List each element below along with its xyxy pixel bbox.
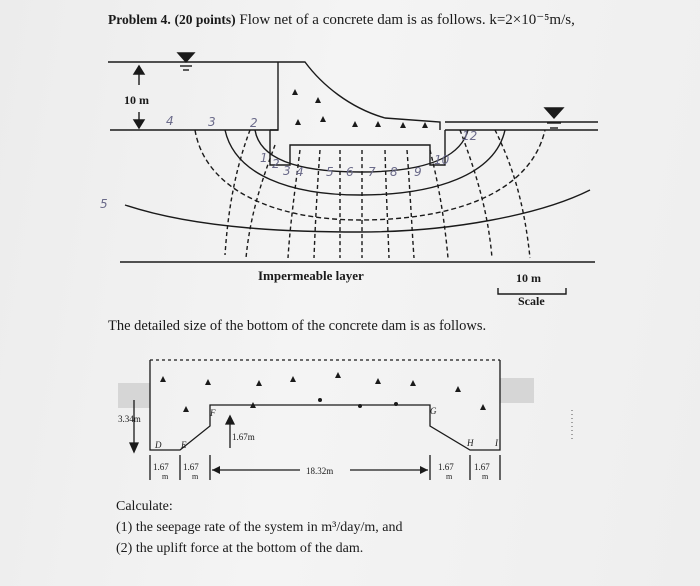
dam-base-outline [150, 360, 500, 450]
handwritten-drop: 10 [434, 153, 450, 167]
handwritten-drop: 12 [462, 129, 478, 143]
handwritten-drop: 5 [326, 165, 334, 179]
dim-left-1: 1.67 [153, 462, 169, 472]
point-h: H [467, 438, 474, 448]
point-d: D [155, 440, 162, 450]
step-label: 1.67m [232, 432, 255, 442]
detail-caption: The detailed size of the bottom of the concrete dam is as follows. [108, 318, 487, 334]
concrete-aggregate-icon [205, 379, 211, 385]
concrete-aggregate-icon [290, 376, 296, 382]
dim-right-2: 1.67 [474, 462, 490, 472]
dim-left-1-unit: m [162, 472, 169, 481]
concrete-aggregate-icon [358, 404, 362, 408]
handwritten-drop: 1 [260, 151, 268, 165]
arrow-down-icon [130, 443, 138, 452]
handwritten-drop: 7 [368, 165, 376, 179]
handwritten-drop: 3 [208, 115, 216, 129]
concrete-aggregate-icon [160, 376, 166, 382]
calculate-section [116, 496, 402, 559]
concrete-aggregate-icon [256, 380, 262, 386]
concrete-aggregate-icon [318, 398, 322, 402]
scale-value: 10 m [516, 271, 541, 285]
dim-left-2: 1.67 [183, 462, 199, 472]
point-e: E [181, 440, 187, 450]
arrow-right-icon [420, 466, 428, 474]
height-label: 10 m [124, 93, 149, 107]
dim-right-1-unit: m [446, 472, 453, 481]
concrete-aggregate-icon [410, 380, 416, 386]
handwritten-drop: 2 [250, 116, 258, 130]
concrete-aggregate-icon [183, 406, 189, 412]
impermeable-layer-label: Impermeable layer [258, 268, 364, 283]
calculate-item-2: (2) the uplift force at the bottom of the dam. [116, 541, 364, 556]
handwritten-nf: 5 [100, 197, 108, 211]
problem-points: (20 points) [174, 12, 236, 27]
center-dim-label: 18.32m [306, 466, 334, 476]
handwritten-drop: 4 [166, 114, 174, 128]
concrete-aggregate-icon [335, 372, 341, 378]
calculate-item-1: (1) the seepage rate of the system in m³/day/m, and [116, 520, 403, 535]
problem-number: Problem 4. [108, 12, 171, 27]
point-g: G [430, 406, 437, 416]
handwritten-drop: 4 [296, 165, 304, 179]
concrete-aggregate-icon [375, 378, 381, 384]
concrete-aggregate-icon [455, 386, 461, 392]
handwritten-drop: 6 [346, 165, 354, 179]
problem-text: Flow net of a concrete dam is as follows. k=2×10⁻⁵m/s, [239, 12, 575, 28]
arrow-up-icon [226, 416, 234, 424]
dim-right-2-unit: m [482, 472, 489, 481]
concrete-aggregate-icon [394, 402, 398, 406]
point-f: F [210, 408, 216, 418]
concrete-aggregate-icon [480, 404, 486, 410]
calculate-heading: Calculate: [116, 499, 173, 514]
handwritten-drop: 9 [414, 165, 422, 179]
handwritten-drop: 8 [390, 165, 398, 179]
handwritten-drop: 3 [283, 164, 291, 178]
point-i: I [495, 438, 498, 448]
dim-right-1: 1.67 [438, 462, 454, 472]
scale-label: Scale [518, 294, 545, 308]
handwritten-drop: 2 [272, 157, 280, 171]
depth-label: 3.34m [118, 414, 141, 424]
downstream-soil-block [500, 378, 534, 403]
arrow-left-icon [212, 466, 220, 474]
dim-left-2-unit: m [192, 472, 199, 481]
